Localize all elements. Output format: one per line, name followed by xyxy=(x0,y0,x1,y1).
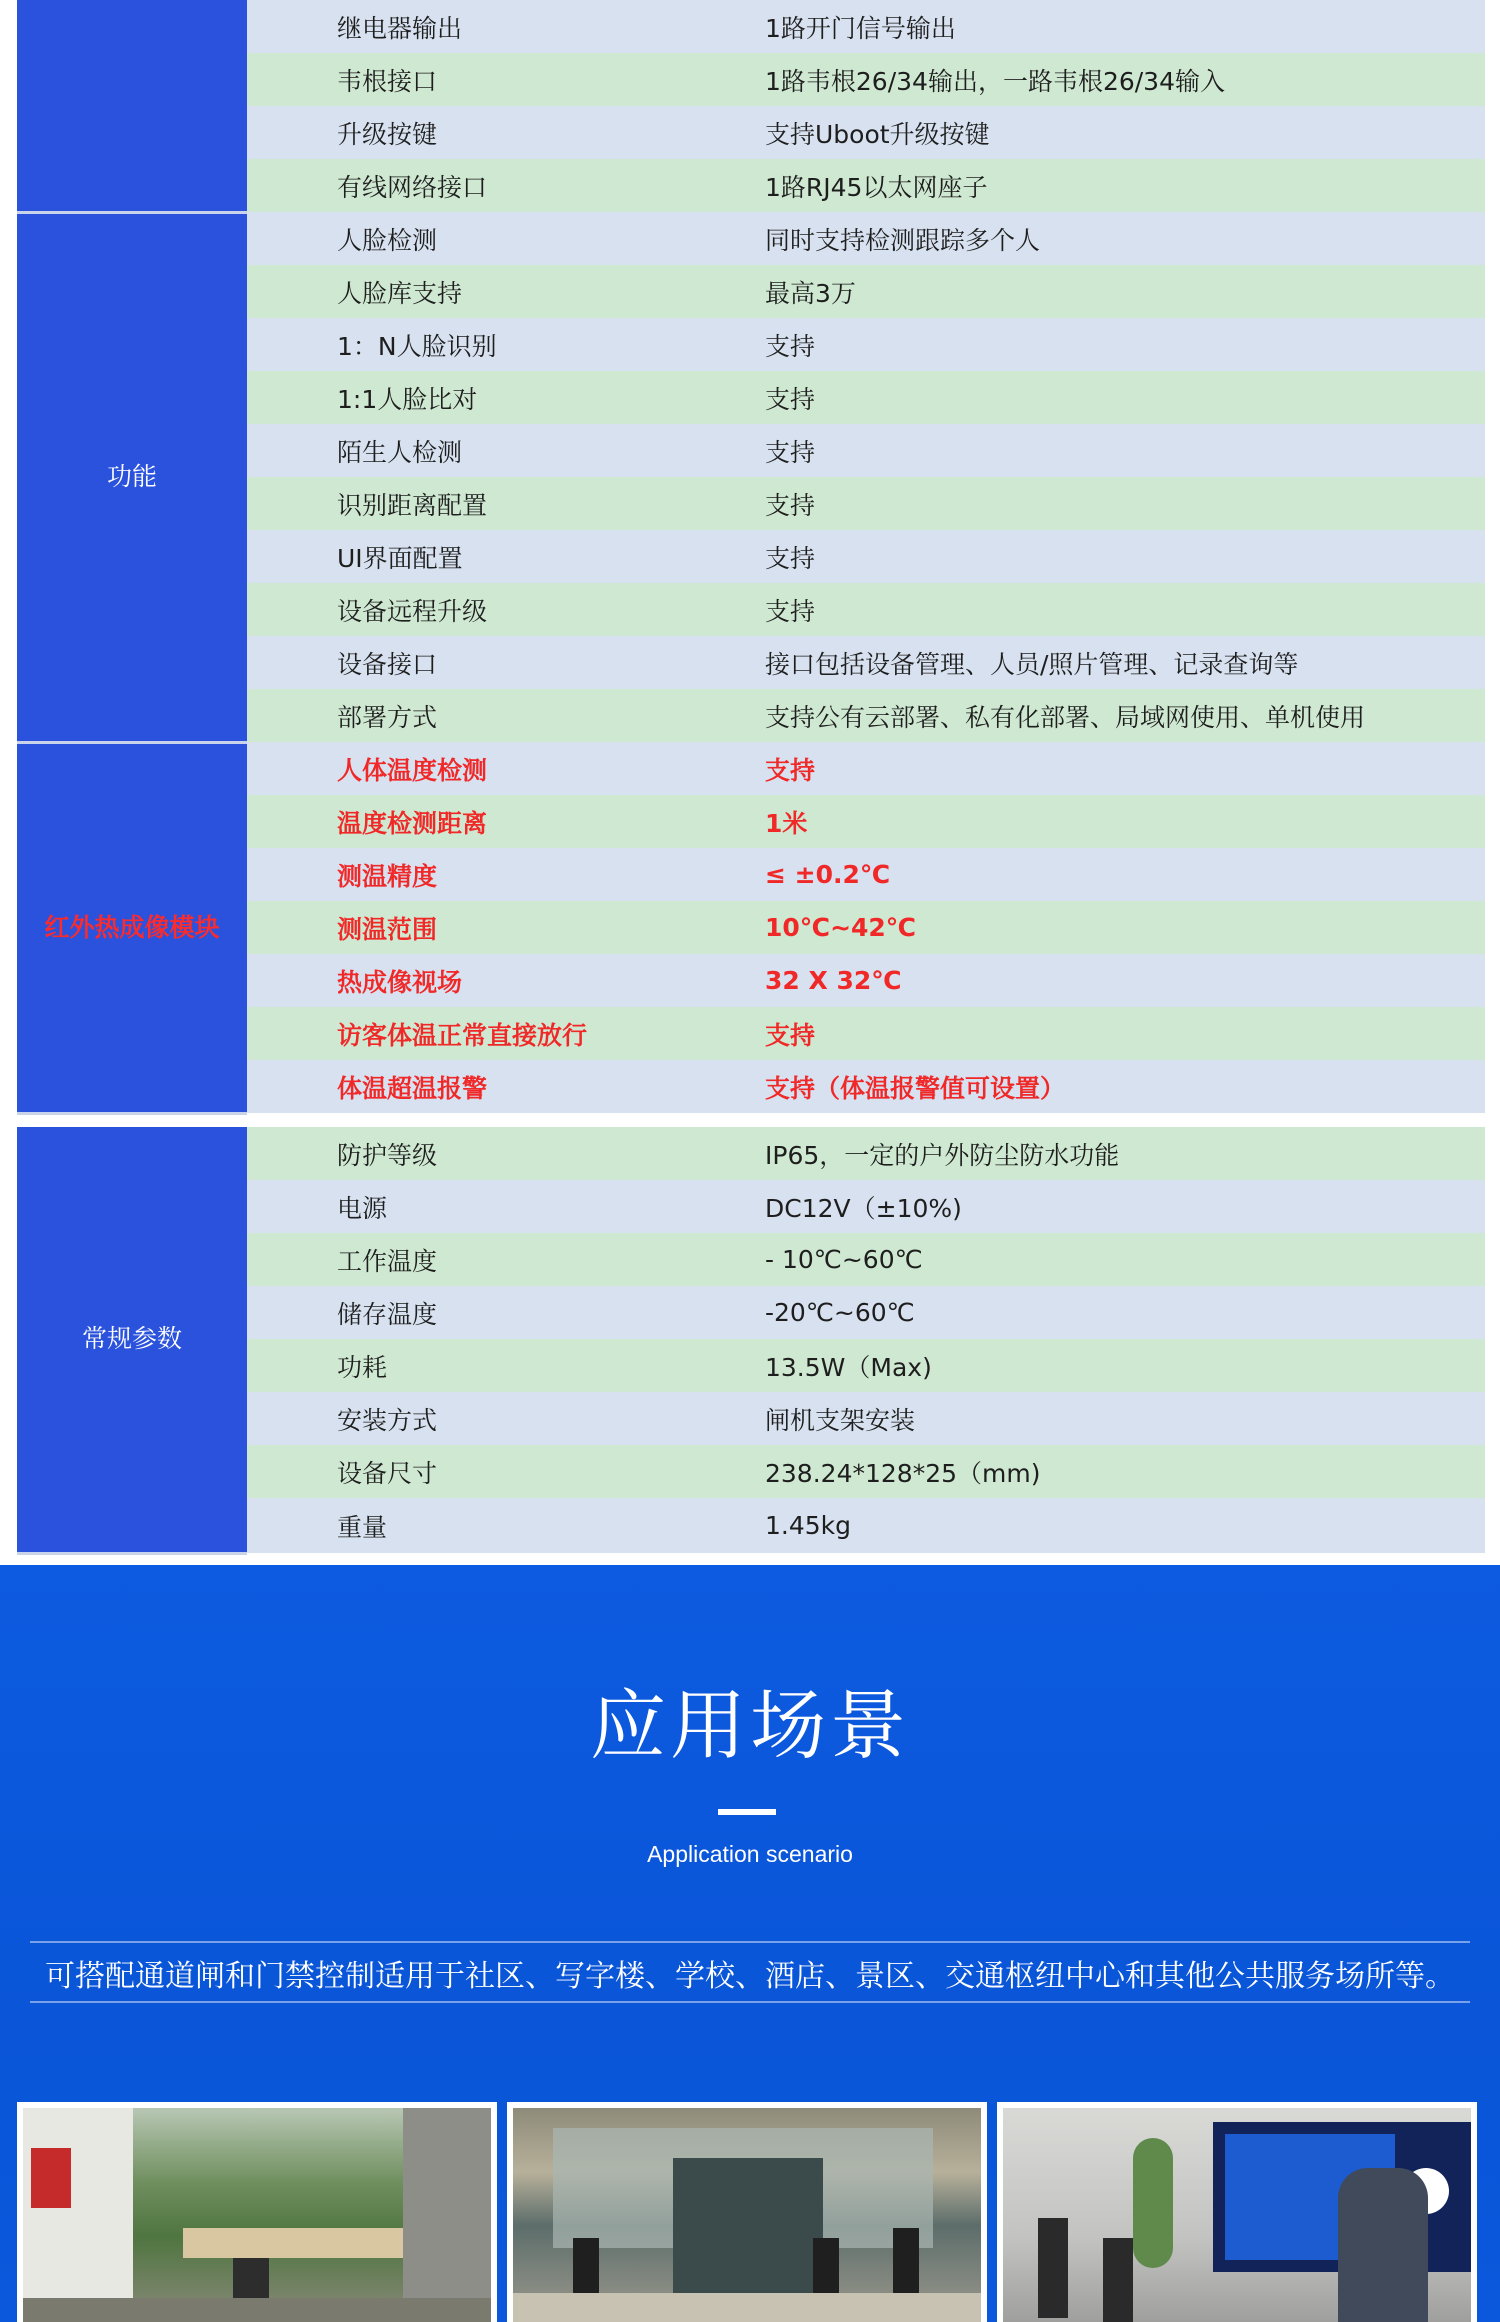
divider-line xyxy=(30,1941,1470,1943)
spec-value: -20℃~60℃ xyxy=(725,1286,1485,1339)
section-title: 应用场景 xyxy=(590,1681,910,1770)
spec-value: 支持 xyxy=(725,1007,1485,1060)
spec-value: 闸机支架安装 xyxy=(725,1392,1485,1445)
spec-label: 设备尺寸 xyxy=(247,1445,725,1498)
office-lobby-photo xyxy=(507,2102,987,2322)
spec-label: 储存温度 xyxy=(247,1286,725,1339)
spec-label: 继电器输出 xyxy=(247,0,725,53)
spec-category: 功能 xyxy=(17,212,247,742)
spec-value: - 10℃~60℃ xyxy=(725,1233,1485,1286)
spec-row xyxy=(17,212,1485,265)
spec-label: 1：N人脸识别 xyxy=(247,318,725,371)
spec-value: 接口包括设备管理、人员/照片管理、记录查询等 xyxy=(725,636,1485,689)
spec-value: 32 X 32℃ xyxy=(725,954,1485,1007)
application-scenario-section xyxy=(0,1565,1500,2322)
spec-value: 支持 xyxy=(725,371,1485,424)
community-gate-photo xyxy=(17,2102,497,2322)
spec-value: 1路韦根26/34输出，一路韦根26/34输入 xyxy=(725,53,1485,106)
spec-value: 支持 xyxy=(725,318,1485,371)
spec-value: 10℃~42℃ xyxy=(725,901,1485,954)
spec-label: 体温超温报警 xyxy=(247,1060,725,1113)
spec-value: IP65，一定的户外防尘防水功能 xyxy=(725,1127,1485,1180)
spec-value: 支持 xyxy=(725,742,1485,795)
spec-label: 设备远程升级 xyxy=(247,583,725,636)
spec-value: 1路RJ45以太网座子 xyxy=(725,159,1485,212)
spec-value: 支持Uboot升级按键 xyxy=(725,106,1485,159)
spec-label: 访客体温正常直接放行 xyxy=(247,1007,725,1060)
spec-value: 13.5W（Max) xyxy=(725,1339,1485,1392)
spec-value: 1米 xyxy=(725,795,1485,848)
spec-value: 支持（体温报警值可设置） xyxy=(725,1060,1485,1113)
spec-label: 1:1人脸比对 xyxy=(247,371,725,424)
section-subtitle: Application scenario xyxy=(647,1841,853,1867)
spec-label: 部署方式 xyxy=(247,689,725,742)
spec-category: 红外热成像模块 xyxy=(17,742,247,1113)
spec-value: 238.24*128*25（mm) xyxy=(725,1445,1485,1498)
spec-row xyxy=(17,742,1485,795)
spec-value: 支持 xyxy=(725,530,1485,583)
spec-label: 陌生人检测 xyxy=(247,424,725,477)
spec-row xyxy=(17,0,1485,53)
spec-label: 识别距离配置 xyxy=(247,477,725,530)
spec-label: 有线网络接口 xyxy=(247,159,725,212)
spec-value: 1路开门信号输出 xyxy=(725,0,1485,53)
spec-category: 常规参数 xyxy=(17,1127,247,1553)
spec-label: 温度检测距离 xyxy=(247,795,725,848)
spec-value: 1.45kg xyxy=(725,1498,1485,1553)
spec-table-top xyxy=(17,0,1485,1115)
section-description: 可搭配通道闸和门禁控制适用于社区、写字楼、学校、酒店、景区、交通枢纽中心和其他公共服务场所等。 xyxy=(45,1959,1455,1994)
spec-label: 人脸库支持 xyxy=(247,265,725,318)
spec-label: 测温精度 xyxy=(247,848,725,901)
spec-value: 支持 xyxy=(725,477,1485,530)
spec-value: 最高3万 xyxy=(725,265,1485,318)
spec-table-bottom xyxy=(17,1127,1485,1555)
face-recognition-terminal-photo xyxy=(997,2102,1477,2322)
spec-label: 设备接口 xyxy=(247,636,725,689)
spec-value: 支持 xyxy=(725,583,1485,636)
spec-label: 电源 xyxy=(247,1180,725,1233)
spec-label: 升级按键 xyxy=(247,106,725,159)
spec-label: 重量 xyxy=(247,1498,725,1553)
divider-line xyxy=(30,2001,1470,2003)
spec-value: 同时支持检测跟踪多个人 xyxy=(725,212,1485,265)
spec-row xyxy=(17,1127,1485,1180)
spec-value: ≤ ±0.2℃ xyxy=(725,848,1485,901)
spec-value: DC12V（±10%) xyxy=(725,1180,1485,1233)
spec-label: 热成像视场 xyxy=(247,954,725,1007)
spec-value: 支持公有云部署、私有化部署、局域网使用、单机使用 xyxy=(725,689,1485,742)
spec-label: 测温范围 xyxy=(247,901,725,954)
title-underline xyxy=(718,1809,776,1815)
spec-category xyxy=(17,0,247,212)
spec-label: 安装方式 xyxy=(247,1392,725,1445)
spec-label: 韦根接口 xyxy=(247,53,725,106)
spec-label: UI界面配置 xyxy=(247,530,725,583)
spec-label: 人脸检测 xyxy=(247,212,725,265)
spec-label: 人体温度检测 xyxy=(247,742,725,795)
spec-value: 支持 xyxy=(725,424,1485,477)
spec-label: 功耗 xyxy=(247,1339,725,1392)
spec-label: 工作温度 xyxy=(247,1233,725,1286)
spec-label: 防护等级 xyxy=(247,1127,725,1180)
